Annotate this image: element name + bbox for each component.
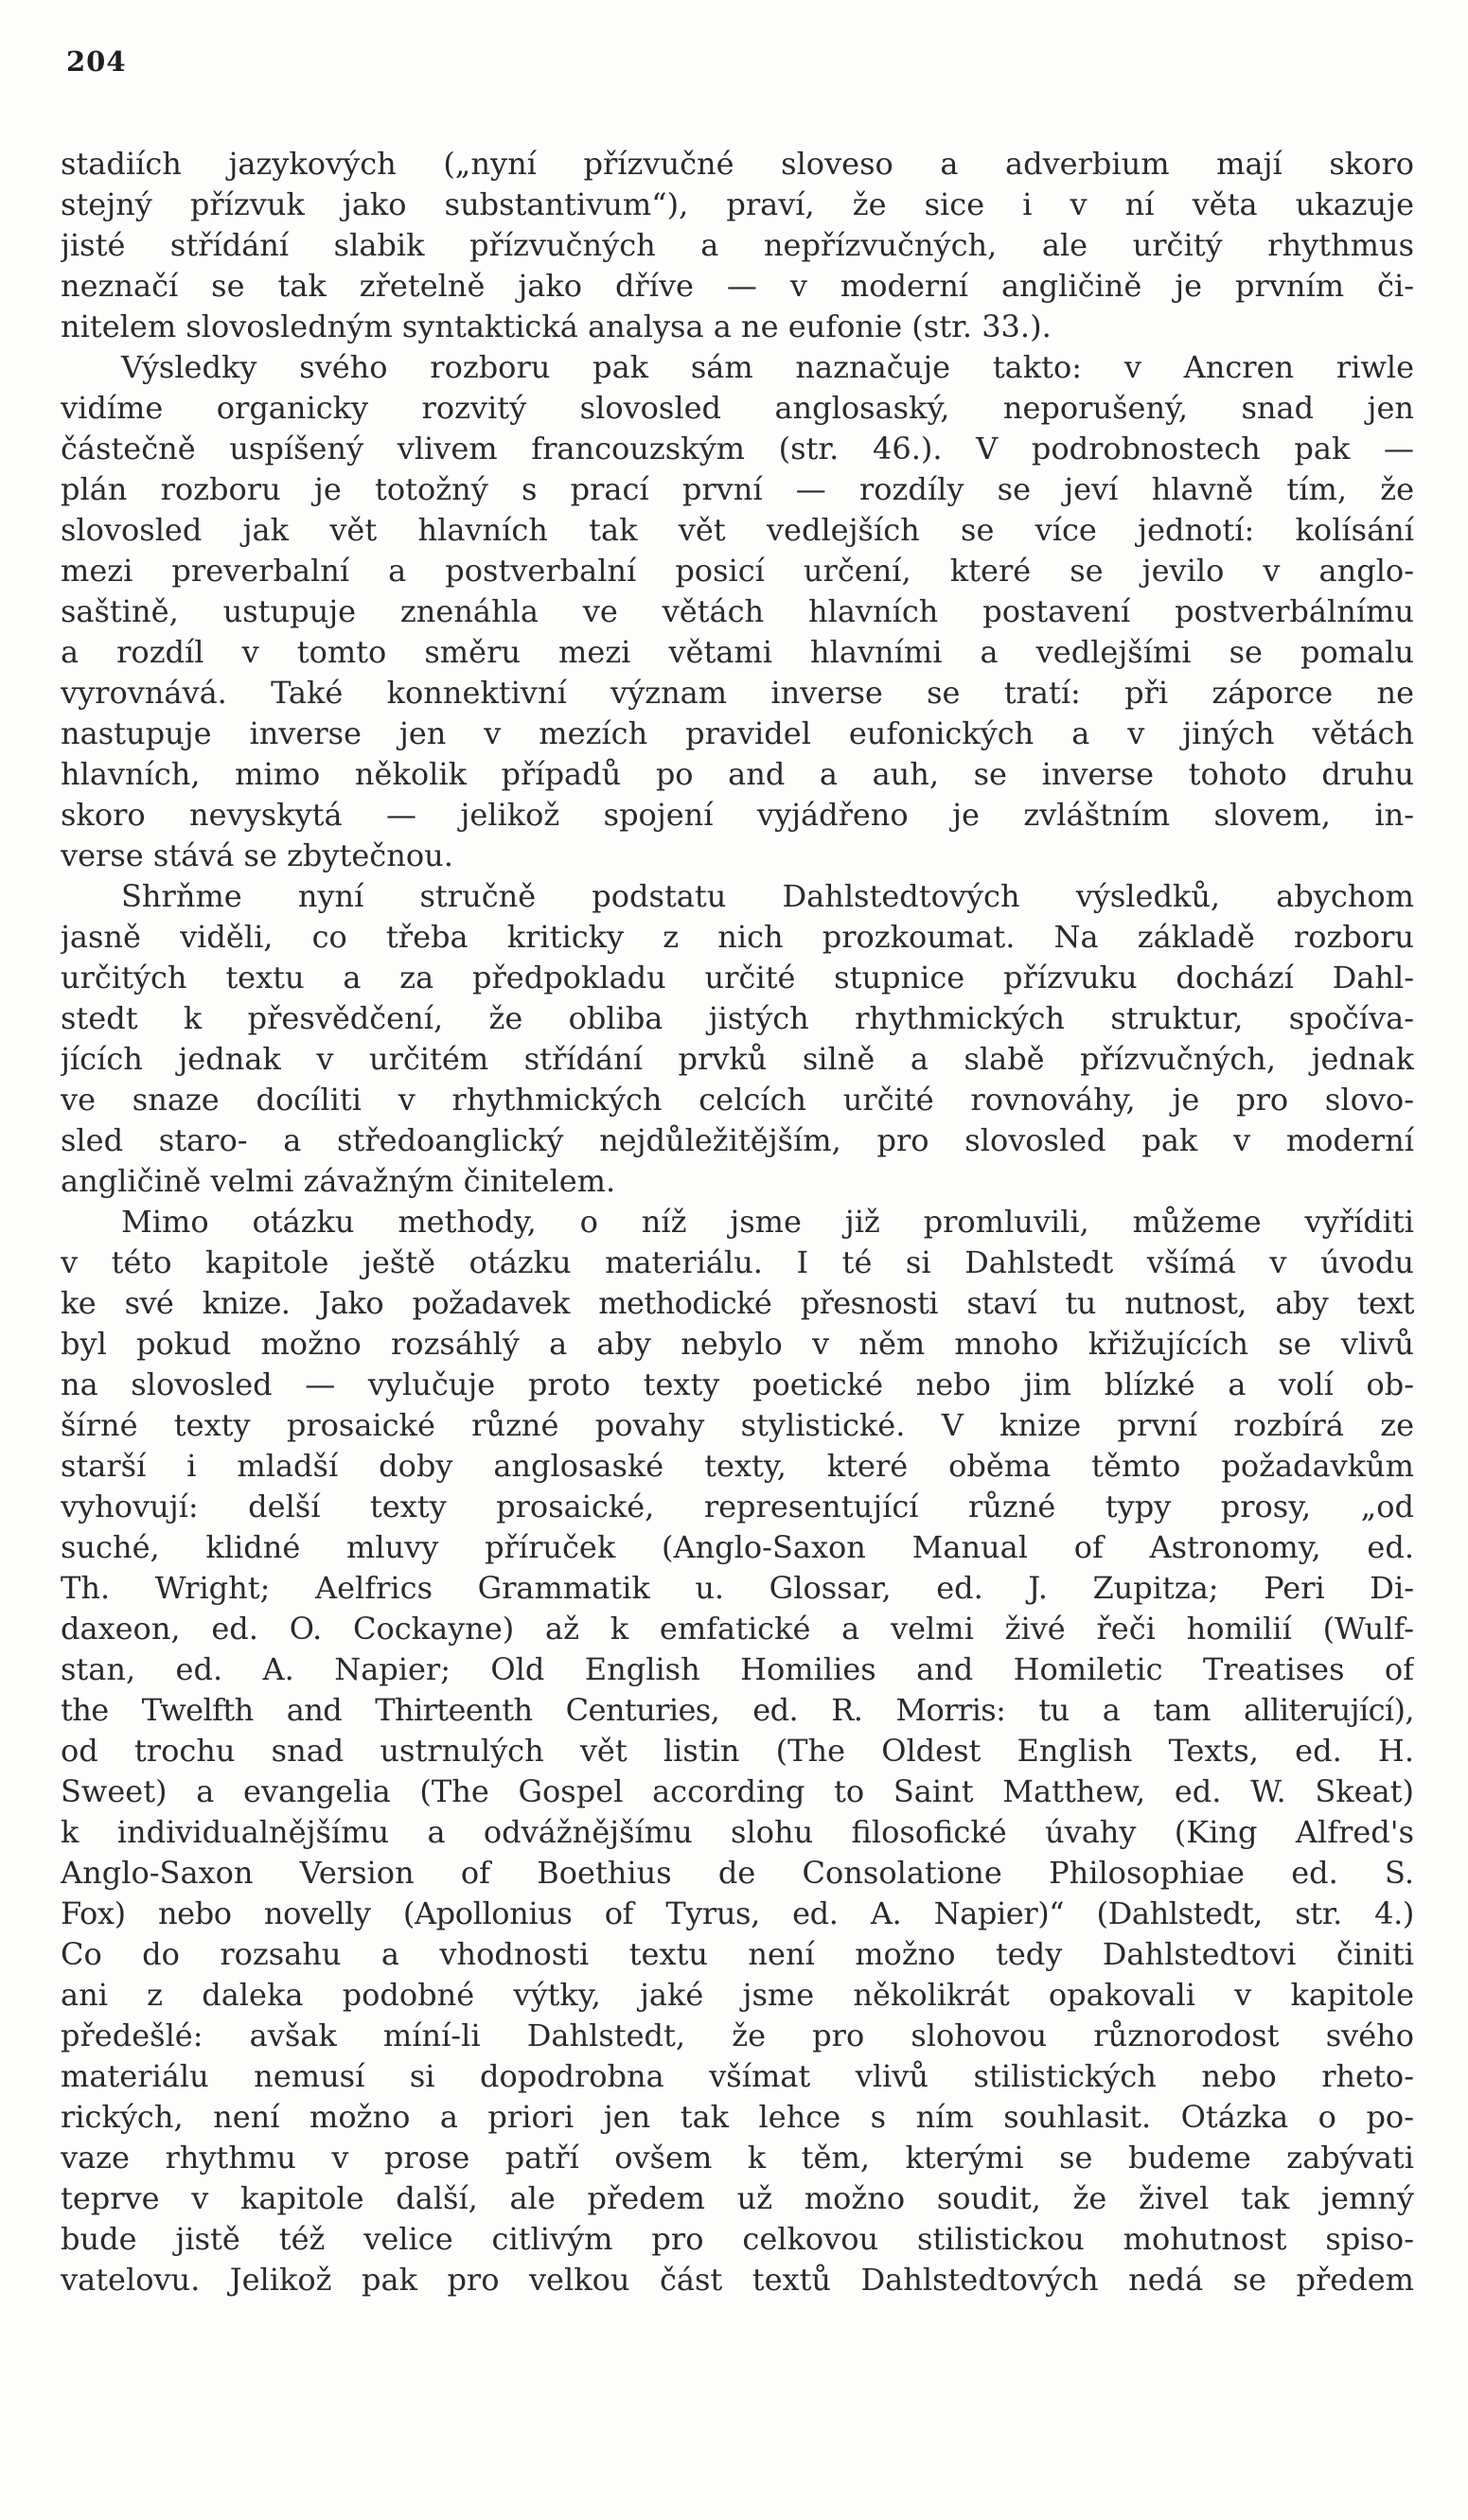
text-line: materiálu nemusí si dopodrobna všímat vlivů stilistických nebo rheto- bbox=[61, 2058, 1414, 2094]
text-line: mezi preverbalní a postverbalní posicí určení, které se jevilo v anglo- bbox=[61, 553, 1414, 589]
text-line: daxeon, ed. O. Cockayne) až k emfatické a velmi živé řeči homilií (Wulf- bbox=[61, 1611, 1414, 1647]
text-line: ve snaze docíliti v rhythmických celcích určité rovnováhy, je pro slovo- bbox=[61, 1082, 1414, 1118]
text-line: stedt k přesvědčení, že obliba jistých rhythmických struktur, spočíva- bbox=[61, 1000, 1414, 1036]
text-line: slovosled jak vět hlavních tak vět vedlejších se více jednotí: kolísání bbox=[61, 512, 1414, 548]
text-line: jisté střídání slabik přízvučných a nepřízvučných, ale určitý rhythmus bbox=[61, 227, 1414, 263]
text-line: nastupuje inverse jen v mezích pravidel eufonických a v jiných větách bbox=[61, 715, 1414, 751]
text-line: hlavních, mimo několik případů po and a auh, se inverse tohoto druhu bbox=[61, 756, 1414, 792]
text-line: stan, ed. A. Napier; Old English Homilies and Homiletic Treatises of bbox=[61, 1651, 1414, 1687]
text-line: ke své knize. Jako požadavek methodické přesnosti staví tu nutnost, aby text bbox=[61, 1285, 1414, 1321]
text-line: sled staro- a středoanglický nejdůležitějším, pro slovosled pak v moderní bbox=[61, 1122, 1414, 1158]
text-line: neznačí se tak zřetelně jako dříve — v moderní angličině je prvním či- bbox=[61, 268, 1414, 304]
text-line: předešlé: avšak míní-li Dahlstedt, že pro slohovou různorodost svého bbox=[61, 2018, 1414, 2053]
text-line: na slovosled — vylučuje proto texty poetické nebo jim blízké a volí ob- bbox=[61, 1366, 1414, 1402]
text-line: vaze rhythmu v prose patří ovšem k těm, kterými se budeme zabývati bbox=[61, 2140, 1414, 2176]
page-number: 204 bbox=[66, 45, 127, 78]
text-line: plán rozboru je totožný s prací první — rozdíly se jeví hlavně tím, že bbox=[61, 471, 1414, 507]
text-line: angličině velmi závažným činitelem. bbox=[61, 1163, 616, 1199]
text-line: Fox) nebo novelly (Apollonius of Tyrus, ed. A. Napier)“ (Dahlstedt, str. 4.) bbox=[61, 1895, 1414, 1931]
text-line: vatelovu. Jelikož pak pro velkou část textů Dahlstedtových nedá se předem bbox=[61, 2262, 1414, 2298]
text-line: byl pokud možno rozsáhlý a aby nebylo v něm mnoho křižujících se vlivů bbox=[61, 1326, 1414, 1362]
text-line: nitelem slovosledným syntaktická analysa a ne eufonie (str. 33.). bbox=[61, 308, 1052, 344]
text-line: stadiích jazykových („nyní přízvučné sloveso a adverbium mají skoro bbox=[61, 146, 1414, 182]
text-line: vyhovují: delší texty prosaické, representující různé typy prosy, „od bbox=[61, 1489, 1414, 1524]
text-line: Anglo-Saxon Version of Boethius de Consolatione Philosophiae ed. S. bbox=[61, 1855, 1414, 1891]
text-line: vyrovnává. Také konnektivní význam inverse se tratí: při záporce ne bbox=[61, 675, 1414, 711]
text-line: saštině, ustupuje znenáhla ve větách hlavních postavení postverbálnímu bbox=[61, 593, 1414, 629]
body-text bbox=[61, 144, 1414, 2300]
text-line: skoro nevyskytá — jelikož spojení vyjádřeno je zvláštním slovem, in- bbox=[61, 797, 1414, 833]
text-line: Mimo otázku methody, o níž jsme již promluvili, můžeme vyříditi bbox=[121, 1204, 1414, 1240]
text-line: částečně uspíšený vlivem francouzským (str. 46.). V podrobnostech pak — bbox=[61, 431, 1414, 467]
text-line: starší i mladší doby anglosaské texty, které oběma těmto požadavkům bbox=[61, 1448, 1414, 1484]
text-line: bude jistě též velice citlivým pro celkovou stilistickou mohutnost spiso- bbox=[61, 2221, 1414, 2257]
text-line: Co do rozsahu a vhodnosti textu není možno tedy Dahlstedtovi činiti bbox=[61, 1936, 1414, 1972]
text-line: k individualnějšímu a odvážnějšímu slohu filosofické úvahy (King Alfred's bbox=[61, 1814, 1414, 1850]
text-line: a rozdíl v tomto směru mezi větami hlavními a vedlejšími se pomalu bbox=[61, 634, 1414, 670]
text-line: v této kapitole ještě otázku materiálu. I té si Dahlstedt všímá v úvodu bbox=[61, 1244, 1414, 1280]
text-line: vidíme organicky rozvitý slovosled anglosaský, neporušený, snad jen bbox=[61, 390, 1414, 426]
text-line: suché, klidné mluvy příruček (Anglo-Saxon Manual of Astronomy, ed. bbox=[61, 1529, 1414, 1565]
text-line: Th. Wright; Aelfrics Grammatik u. Glossar, ed. J. Zupitza; Peri Di- bbox=[61, 1570, 1414, 1606]
text-line: rických, není možno a priori jen tak lehce s ním souhlasit. Otázka o po- bbox=[61, 2099, 1414, 2135]
text-line: od trochu snad ustrnulých vět listin (The Oldest English Texts, ed. H. bbox=[61, 1733, 1414, 1769]
text-line: stejný přízvuk jako substantivum“), praví, že sice i v ní věta ukazuje bbox=[61, 186, 1414, 222]
text-line: jasně viděli, co třeba kriticky z nich prozkoumat. Na základě rozboru bbox=[61, 919, 1414, 955]
text-line: ani z daleka podobné výtky, jaké jsme několikrát opakovali v kapitole bbox=[61, 1977, 1414, 2013]
text-line: šírné texty prosaické různé povahy stylistické. V knize první rozbírá ze bbox=[61, 1407, 1414, 1443]
text-line: the Twelfth and Thirteenth Centuries, ed. R. Morris: tu a tam alliterující), bbox=[61, 1692, 1414, 1728]
text-line: Sweet) a evangelia (The Gospel according to Saint Matthew, ed. W. Skeat) bbox=[61, 1773, 1414, 1809]
text-line: verse stává se zbytečnou. bbox=[61, 837, 453, 873]
text-line: Shrňme nyní stručně podstatu Dahlstedtových výsledků, abychom bbox=[121, 878, 1414, 914]
text-line: teprve v kapitole další, ale předem už možno soudit, že živel tak jemný bbox=[61, 2180, 1414, 2216]
text-line: jících jednak v určitém střídání prvků silně a slabě přízvučných, jednak bbox=[61, 1041, 1414, 1077]
text-line: Výsledky svého rozboru pak sám naznačuje takto: v Ancren riwle bbox=[121, 349, 1414, 385]
text-line: určitých textu a za předpokladu určité stupnice přízvuku dochází Dahl- bbox=[61, 960, 1414, 996]
